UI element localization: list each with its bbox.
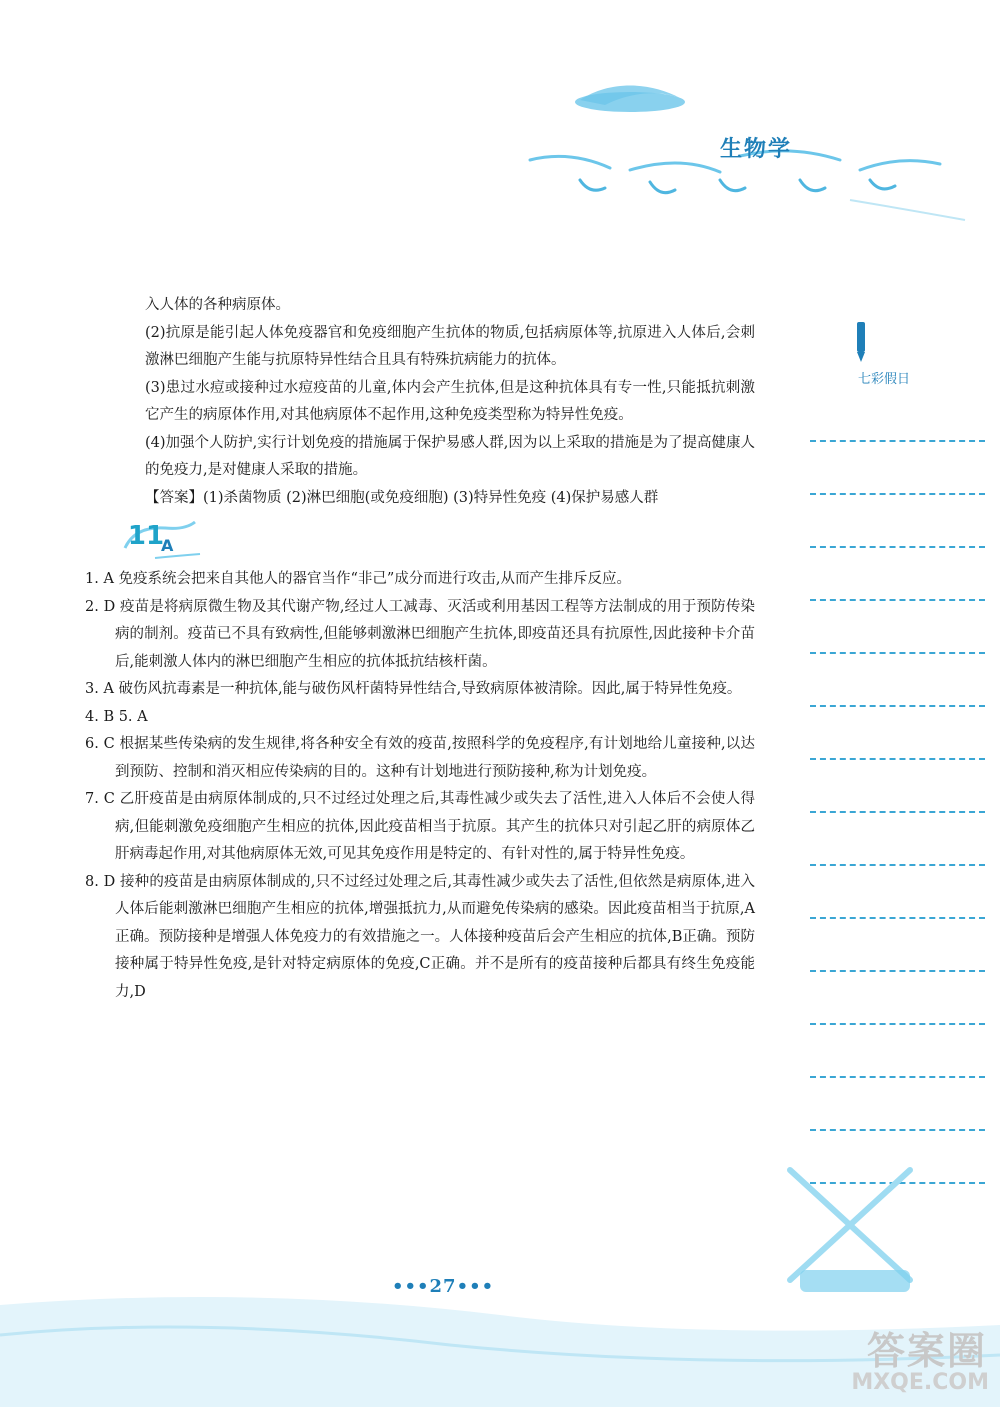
corner-decoration [770,1160,930,1310]
watermark [820,1320,995,1400]
note-line [810,652,985,654]
answer-item: 8. D 接种的疫苗是由病原体制成的,只不过经过处理之后,其毒性减少或失去了活性,但依然是病原体,进入人体后能刺激淋巴细胞产生相应的抗体,增强抵抗力,从而避免传染病的感染。因此疫苗相当于抗原,A正确。预防接种是增强人体免疫力的有效措施之一。人体接种疫苗后会产生相应的抗体,B正确。预防接种属于特异性免疫,是针对特定病原体的免疫,C正确。并不是所有的疫苗接种后都具有终生免疫能力,D [85,873,755,1000]
answer-item: 2. D 疫苗是将病原微生物及其代谢产物,经过人工减毒、灭活或利用基因工程等方法制成的用于预防传染病的制剂。疫苗已不具有致病性,但能够刺激淋巴细胞产生抗体,即疫苗还具有抗原性,因此接种卡介苗后,能刺激人体内的淋巴细胞产生相应的抗体抵抗结核杆菌。 [85,598,755,670]
note-line [810,864,985,866]
margin-label: 七彩假日 [858,372,911,387]
main-text [85,292,755,1006]
note-line [810,1129,985,1131]
note-line [810,811,985,813]
paragraph: (2)抗原是能引起人体免疫器官和免疫细胞产生抗体的物质,包括病原体等,抗原进入人体后,会刺激淋巴细胞产生能与抗原特异性结合且具有特殊抗病能力的抗体。 [145,324,755,368]
answer-line: 【答案】(1)杀菌物质 (2)淋巴细胞(或免疫细胞) (3)特异性免疫 (4)保护易感人群 [145,489,659,506]
note-line [810,1023,985,1025]
subject-title: 生物学 [720,137,793,162]
watermark-text: 答案圈 [866,1329,987,1373]
note-line [810,758,985,760]
paragraph: 入人体的各种病原体。 [145,297,290,313]
watermark-domain: MXQE.COM [851,1370,989,1395]
answer-item: 6. C 根据某些传染病的发生规律,将各种安全有效的疫苗,按照科学的免疫程序,有计划地给儿童接种,以达到预防、控制和消灭相应传染病的目的。这种有计划地进行预防接种,称为计划免疫。 [85,736,755,780]
note-line [810,440,985,442]
answer-item: 1. A 免疫系统会把来自其他人的器官当作“非己”成分而进行攻击,从而产生排斥反应。 [85,571,631,587]
note-line [810,705,985,707]
note-line [810,599,985,601]
paragraph: (4)加强个人防护,实行计划免疫的措施属于保护易感人群,因为以上采取的措施是为了提高健康人的免疫力,是对健康人采取的措施。 [145,434,755,478]
section-number: 11 [127,521,165,551]
note-line [810,1076,985,1078]
paragraph: (3)患过水痘或接种过水痘疫苗的儿童,体内会产生抗体,但是这种抗体具有专一性,只能抵抗刺激它产生的病原体作用,对其他病原体不起作用,这种免疫类型称为特异性免疫。 [145,379,755,423]
answer-item: 7. C 乙肝疫苗是由病原体制成的,只不过经过处理之后,其毒性减少或失去了活性,进入人体后不会使人得病,但能刺激免疫细胞产生相应的抗体,因此疫苗相当于抗原。其产生的抗体只对引起乙肝的病原体乙肝病毒起作用,对其他病原体无效,可见其免疫作用是特定的、有针对性的,属于特异性免疫。 [85,791,755,862]
note-line [810,546,985,548]
note-lines [810,440,985,1235]
pen-icon [846,318,876,364]
answer-item: 3. A 破伤风抗毒素是一种抗体,能与破伤风杆菌特异性结合,导致病原体被清除。因此,属于特异性免疫。 [85,681,742,697]
note-line [810,970,985,972]
section-badge [115,518,755,562]
answer-item: 4. B 5. A [85,708,148,725]
page-number: •••27••• [392,1276,495,1297]
note-line [810,493,985,495]
section-letter: A [161,536,174,555]
note-line [810,917,985,919]
